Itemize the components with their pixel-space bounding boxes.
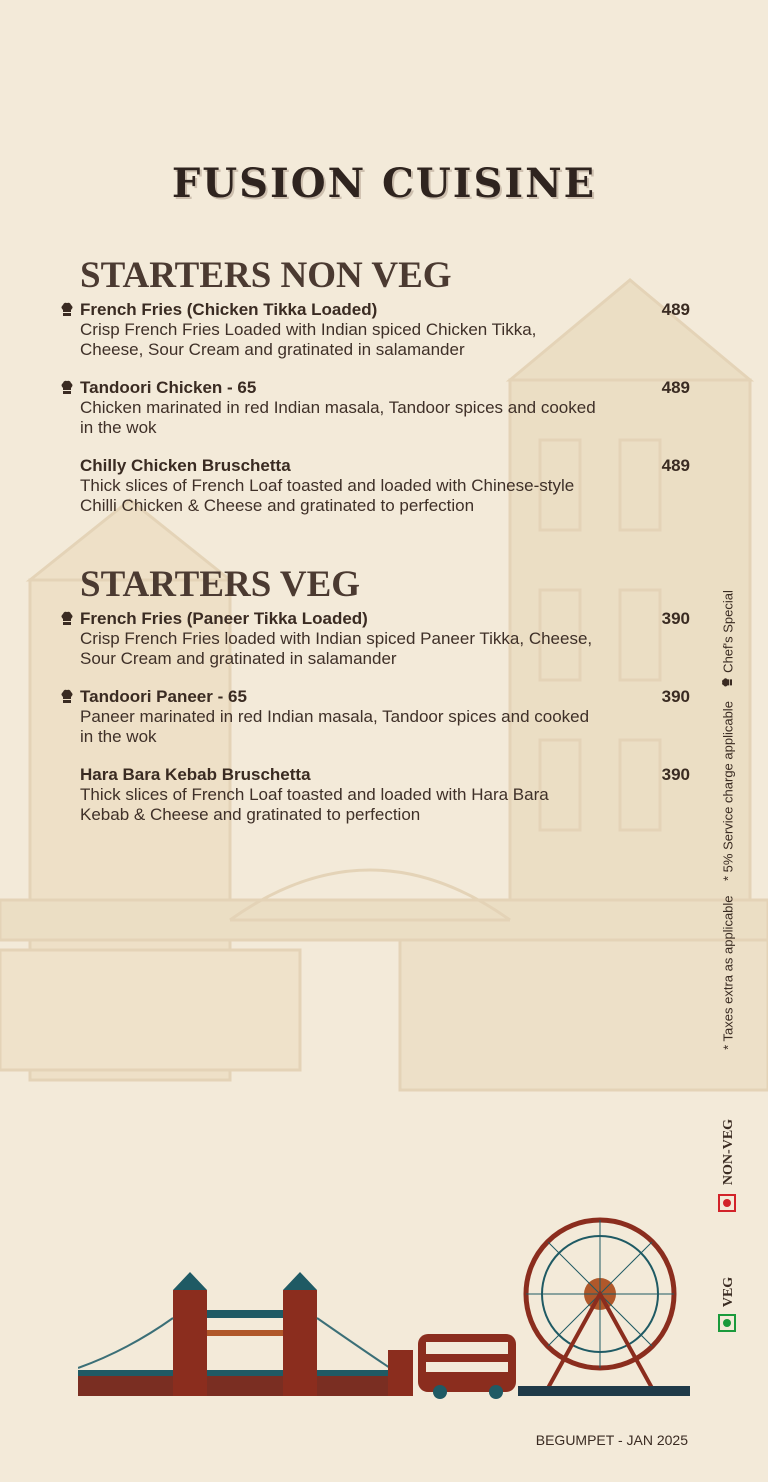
- section-starters-non-veg: [58, 256, 698, 516]
- menu-item: [58, 687, 698, 747]
- veg-symbol: [718, 1314, 740, 1332]
- item-description: Paneer marinated in red Indian masala, Tandoor spices and cooked in the wok: [80, 707, 590, 746]
- section-title: STARTERS VEG: [80, 564, 361, 605]
- non-veg-label: NON-VEG: [721, 1118, 736, 1186]
- menu-item: [58, 300, 698, 360]
- menu-item: [58, 378, 698, 438]
- chef-special-note: Chef's Special: [720, 590, 736, 673]
- item-price: 489: [661, 456, 690, 475]
- item-name: French Fries (Paneer Tikka Loaded): [80, 609, 368, 628]
- page-title: FUSION CUISINE: [171, 160, 597, 207]
- london-skyline-illustration: [78, 1210, 690, 1400]
- service-charge-note: * 5% Service charge applicable: [720, 701, 736, 882]
- menu-item: [58, 765, 698, 825]
- item-name: French Fries (Chicken Tikka Loaded): [80, 300, 378, 319]
- taxes-note: * Taxes extra as applicable: [720, 895, 736, 1050]
- section-title: STARTERS NON VEG: [80, 255, 452, 296]
- item-description: Thick slices of French Loaf toasted and loaded with Chinese-style Chilli Chicken & Cheese and gratinated to perfection: [80, 476, 575, 515]
- footer-location-date: BEGUMPET - JAN 2025: [535, 1432, 688, 1448]
- item-price: 489: [661, 378, 690, 397]
- item-price: 489: [661, 300, 690, 319]
- item-description: Thick slices of French Loaf toasted and loaded with Hara Bara Kebab & Cheese and gratinated to perfection: [80, 785, 549, 824]
- chef-hat-icon: [60, 380, 74, 396]
- chef-hat-icon: [60, 302, 74, 318]
- item-price: 390: [661, 687, 690, 706]
- item-name: Tandoori Chicken - 65: [80, 378, 257, 397]
- item-description: Crisp French Fries Loaded with Indian spiced Chicken Tikka, Cheese, Sour Cream and gratinated in salamander: [80, 320, 537, 359]
- item-price: 390: [661, 765, 690, 784]
- item-name: Chilly Chicken Bruschetta: [80, 456, 291, 475]
- item-price: 390: [661, 609, 690, 628]
- veg-label: VEG: [721, 1276, 736, 1308]
- chef-hat-icon: [722, 676, 734, 687]
- item-description: Chicken marinated in red Indian masala, Tandoor spices and cooked in the wok: [80, 398, 596, 437]
- non-veg-symbol: [718, 1194, 740, 1212]
- chef-hat-icon: [60, 611, 74, 627]
- item-name: Tandoori Paneer - 65: [80, 687, 247, 706]
- menu-item: [58, 456, 698, 516]
- item-name: Hara Bara Kebab Bruschetta: [80, 765, 311, 784]
- item-description: Crisp French Fries loaded with Indian spiced Paneer Tikka, Cheese, Sour Cream and gratinated in salamander: [80, 629, 593, 668]
- side-note: [721, 590, 736, 1050]
- menu-item: [58, 609, 698, 669]
- section-starters-veg: [58, 565, 698, 825]
- chef-hat-icon: [60, 689, 74, 705]
